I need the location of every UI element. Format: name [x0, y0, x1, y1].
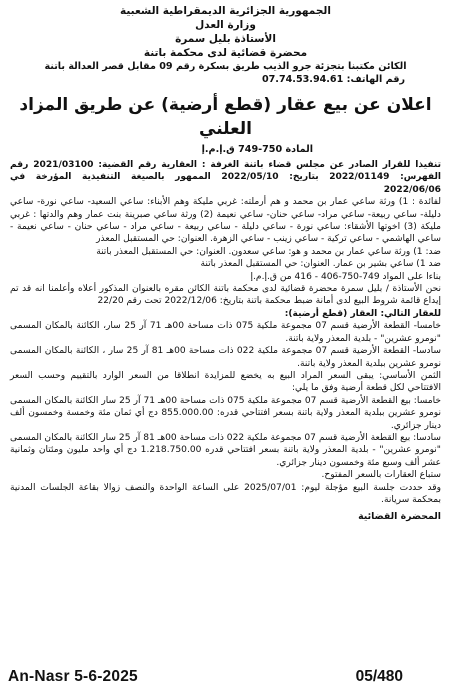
- signature-label: المحضرة القضائية: [358, 511, 441, 523]
- paragraph-bailiff-statement: نحن الأستاذة / بليل سمرة محضرة قضائية لدى محكمة باتنة الكائن مقره بالعنوان المذكور أعلاه وأعلمنا انه قد تم إيداع قائمة شروط البيع لدى أمانة ضبط محكمة باتنة بتاريخ: 2022/12/06 تحت رقم 22/20: [10, 284, 441, 307]
- paragraph-parcel-6: سادسا- القطعة الأرضية قسم 07 مجموعة ملكية 022 ذات مساحة 00هـ 81 آر 25 سار ، الكائنة بالمكان المسمى نومرو عشرين ببلدية المعذر ولاية باتنة.: [10, 346, 441, 369]
- ministry-name: وزارة العدل: [195, 19, 256, 31]
- paragraph-parcel-5: خامسا- القطعة الأرضية قسم 07 مجموعة ملكية 075 ذات مساحة 00هـ 71 آر 25 سار، الكائنة بالمكان المسمى "نومرو عشرين" - بلدية المعذر ولاية باتنة.: [10, 321, 441, 344]
- paragraph-open-price: ستباع العقارات بالسعر المفتوح.: [321, 470, 441, 481]
- publication-footer: [8, 664, 443, 690]
- publication-date: An-Nasr 5-6-2025: [8, 668, 138, 685]
- paragraph-session-date: وقد حددت جلسة البيع مؤجلة ليوم: 2025/07/01 على الساعة الواحدة والنصف زوالا بقاعة الجلسات المدنية بمحكمة سريانة.: [10, 482, 441, 505]
- paragraph-base-price: الثمن الأساسي: يبقى السعر المراد البيع به يخضع للمزايدة انطلاقا من السعر الوارد بالتقييم وحسب السعر الافتتاحي لكل قطعة أرضية وفق ما يلي:: [10, 370, 441, 394]
- paragraph-legal-basis: بناءا على المواد 749-750-406 - 416 من ق.إ.م.إ: [250, 271, 441, 282]
- paragraph-against-2: ضد 1) ساعي بشير بن عمار. العنوان: حي المستقبل المعذر باتنة: [200, 259, 441, 270]
- header-block: [10, 4, 441, 60]
- paragraph-against-1: ضد: 1) ورثة ساعي عمار بن محمد و هو: ساعي سعدون. العنوان: حي المستقبل المعذر باتنة: [96, 246, 441, 257]
- office-address: الكائن مكتبنا بتجزئة جرو الذيب طريق بسكرة رقم 09 مقابل قصر العدالة باتنة: [44, 61, 407, 72]
- paragraph-beneficiaries: لفائدة : 1) ورثة ساعي عمار بن محمد و هم أرملته: غربي مليكة وهم الأبناء: ساعي السعيد- ساعي نورة- ساعي دليلة- ساعي ربيعة- ساعي مراد- ساعي حنان- ساعي نعيمة (2) ورثة ساعي صبرينة بنت عمار وهم والدتها : غربي مليكة (3) اخوتها الأشقاء: ساعي نورة - ساعي دليلة - ساعي ربيعة - ساعي مراد - ساعي حنان - ساعي نعيمة - ساعي الهاشمي - ساعي تركية - ساعي زينب - ساعي الزهرة. العنوان: حي المستقبل المعذر: [10, 197, 441, 245]
- legal-article: المادة 750-749 ق.إ.م.إ: [201, 144, 313, 155]
- paragraph-decision: تنفيذا للقرار الصادر عن مجلس قضاء باتنة الغرفة : العقارية رقم القضية: 2021/03100 رقم الفهرس: 2022/01149 بتاريخ: 2022/05/10 الممهور بالصيغة التنفيذية المؤرخة في 2022/06/06: [10, 160, 441, 195]
- paragraph-sale-6: سادسا: بيع القطعة الأرضية قسم 07 مجموعة ملكية 022 ذات مساحة 00هـ 81 آر 25 سار الكائنة بالمكان المسمى "نومرو عشرين" - بلدية المعذر ولاية باتنة بسعر افتتاحي قدره 1.218.750.00 دج أي واحد مليون ومئتان وثمانية عشر ألف وسبع مئة وخمسون دينار جزائري.: [10, 432, 442, 468]
- paragraph-sale-5: خامسا: بيع القطعة الأرضية قسم 07 مجموعة ملكية 075 ذات مساحة 00هـ 71 آر 25 سار الكائنة بالمكان المسمى نومرو عشرين ببلدية المعذر ولاية باتنة بسعر افتتاحي قدره: 855.000.00 دج أي ثمان مئة وخمسة وخمسون ألف دينار جزائري.: [10, 395, 442, 431]
- notice-number: 05/480: [355, 668, 403, 685]
- notice-body: [10, 159, 441, 506]
- bailiff-name: الأستاذة بليل سمرة: [175, 33, 276, 45]
- court-name: محضرة قضائية لدى محكمة باتنة: [143, 47, 308, 59]
- republic-name: الجمهورية الجزائرية الديمقراطية الشعبية: [120, 5, 331, 17]
- phone-number: رقم الهاتف: 07.74.53.94.61: [261, 74, 405, 85]
- notice-title: اعلان عن بيع عقار (قطع أرضية) عن طريق المزاد العلني: [19, 95, 432, 139]
- paragraph-property-heading: للعقار التالي: العقار (قطع أرضية):: [284, 308, 441, 319]
